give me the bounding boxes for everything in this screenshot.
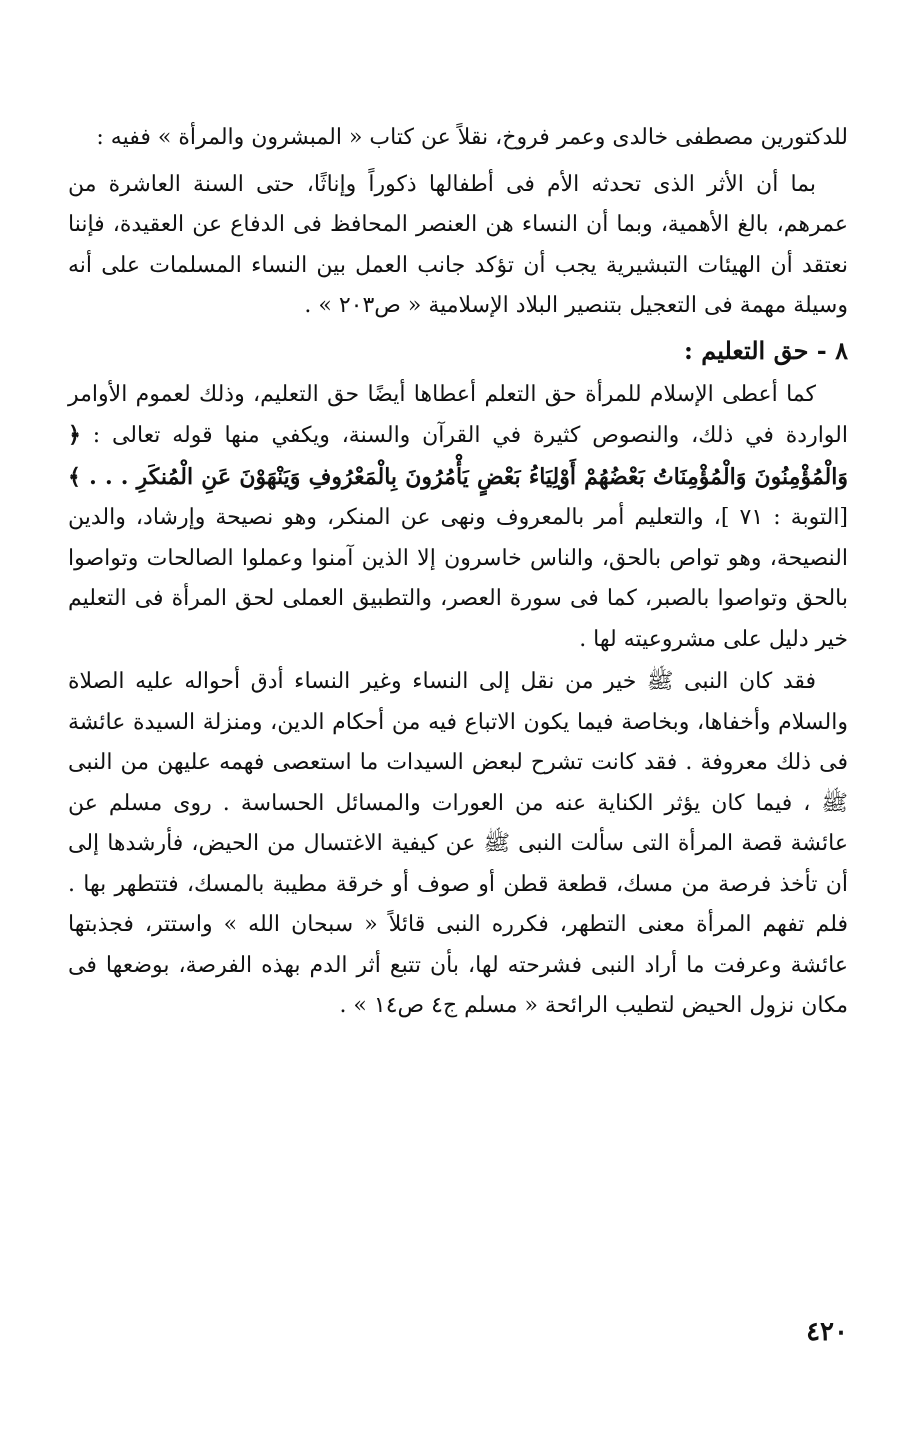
- paragraph-text-after-verse: [التوبة : ٧١ ]، والتعليم أمر بالمعروف ونهى عن المنكر، وهو نصيحة وإرشاد، والدين النصيحة، وهو تواص بالحق، والناس خاسرون إلا الذين آمنوا وعملوا الصالحات وتواصوا بالحق وتواصوا بالصبر، كما فى سورة العصر، والتطبيق العملى لحق المرأة فى التعليم خير دليل على مشروعيته لها .: [68, 505, 849, 652]
- missionary-quote: بما أن الأثر الذى تحدثه الأم فى أطفالها ذكوراً وإناثًا، حتى السنة العاشرة من عمرهم، بالغ الأهمية، وبما أن النساء هن العنصر المحافظ فى الدفاع عن العقيدة، فإننا نعتقد أن الهيئات التبشيرية يجب أن تؤكد جانب العمل بين النساء المسلمات على أنه وسيلة مهمة فى التعجيل بتنصير البلاد الإسلامية « ص٢٠٣ » .: [68, 171, 848, 318]
- page-number: ٤٢٠: [806, 1317, 848, 1347]
- quran-verse: ﴿ وَالْمُؤْمِنُونَ وَالْمُؤْمِنَاتُ بَعْضُهُمْ أَوْلِيَاءُ بَعْضٍ يَأْمُرُونَ بِالْمَعْرُوفِ وَيَنْهَوْنَ عَنِ الْمُنكَرِ . . . ﴾: [68, 422, 848, 490]
- section-heading: ٨ - حق التعليم :: [684, 335, 848, 365]
- paragraph-right-to-teach: [68, 375, 848, 661]
- paragraph-aisha-story: فقد كان النبى ﷺ خير من نقل إلى النساء وغير النساء أدق أحواله عليه الصلاة والسلام وأخفاها، وبخاصة فيما يكون الاتباع فيه من أحكام الدين، ومنزلة السيدة عائشة فى ذلك معروفة . فقد كانت تشرح لبعض السيدات ما استعصى فهمه عليهن من النبى ﷺ ، فيما كان يؤثر الكناية عنه من العورات والمسائل الحساسة . روى مسلم عن عائشة قصة المرأة التى سألت النبى ﷺ عن كيفية الاغتسال من الحيض، فأرشدها إلى أن تأخذ فرصة من مسك، قطعة قطن أو صوف أو خرقة مطيبة بالمسك، فتتطهر بها . فلم تفهم المرأة معنى التطهر، فكرره النبى قائلاً « سبحان الله » واستتر، فجذبتها عائشة وعرفت ما أراد النبى فشرحته لها، بأن تتبع أثر الدم بهذه الفرصة، بوضعها فى مكان نزول الحيض لتطيب الرائحة « مسلم ج٤ ص١٤ » .: [68, 669, 848, 1018]
- intro-line: للدكتورين مصطفى خالدى وعمر فروخ، نقلاً عن كتاب « المبشرون والمرأة » ففيه :: [96, 125, 848, 150]
- paragraph-text-before-verse: كما أعطى الإسلام للمرأة حق التعلم أعطاها أيضًا حق التعليم، وذلك لعموم الأوامر الواردة في ذلك، والنصوص كثيرة في القرآن والسنة، ويكفي منها قوله تعالى :: [68, 381, 848, 448]
